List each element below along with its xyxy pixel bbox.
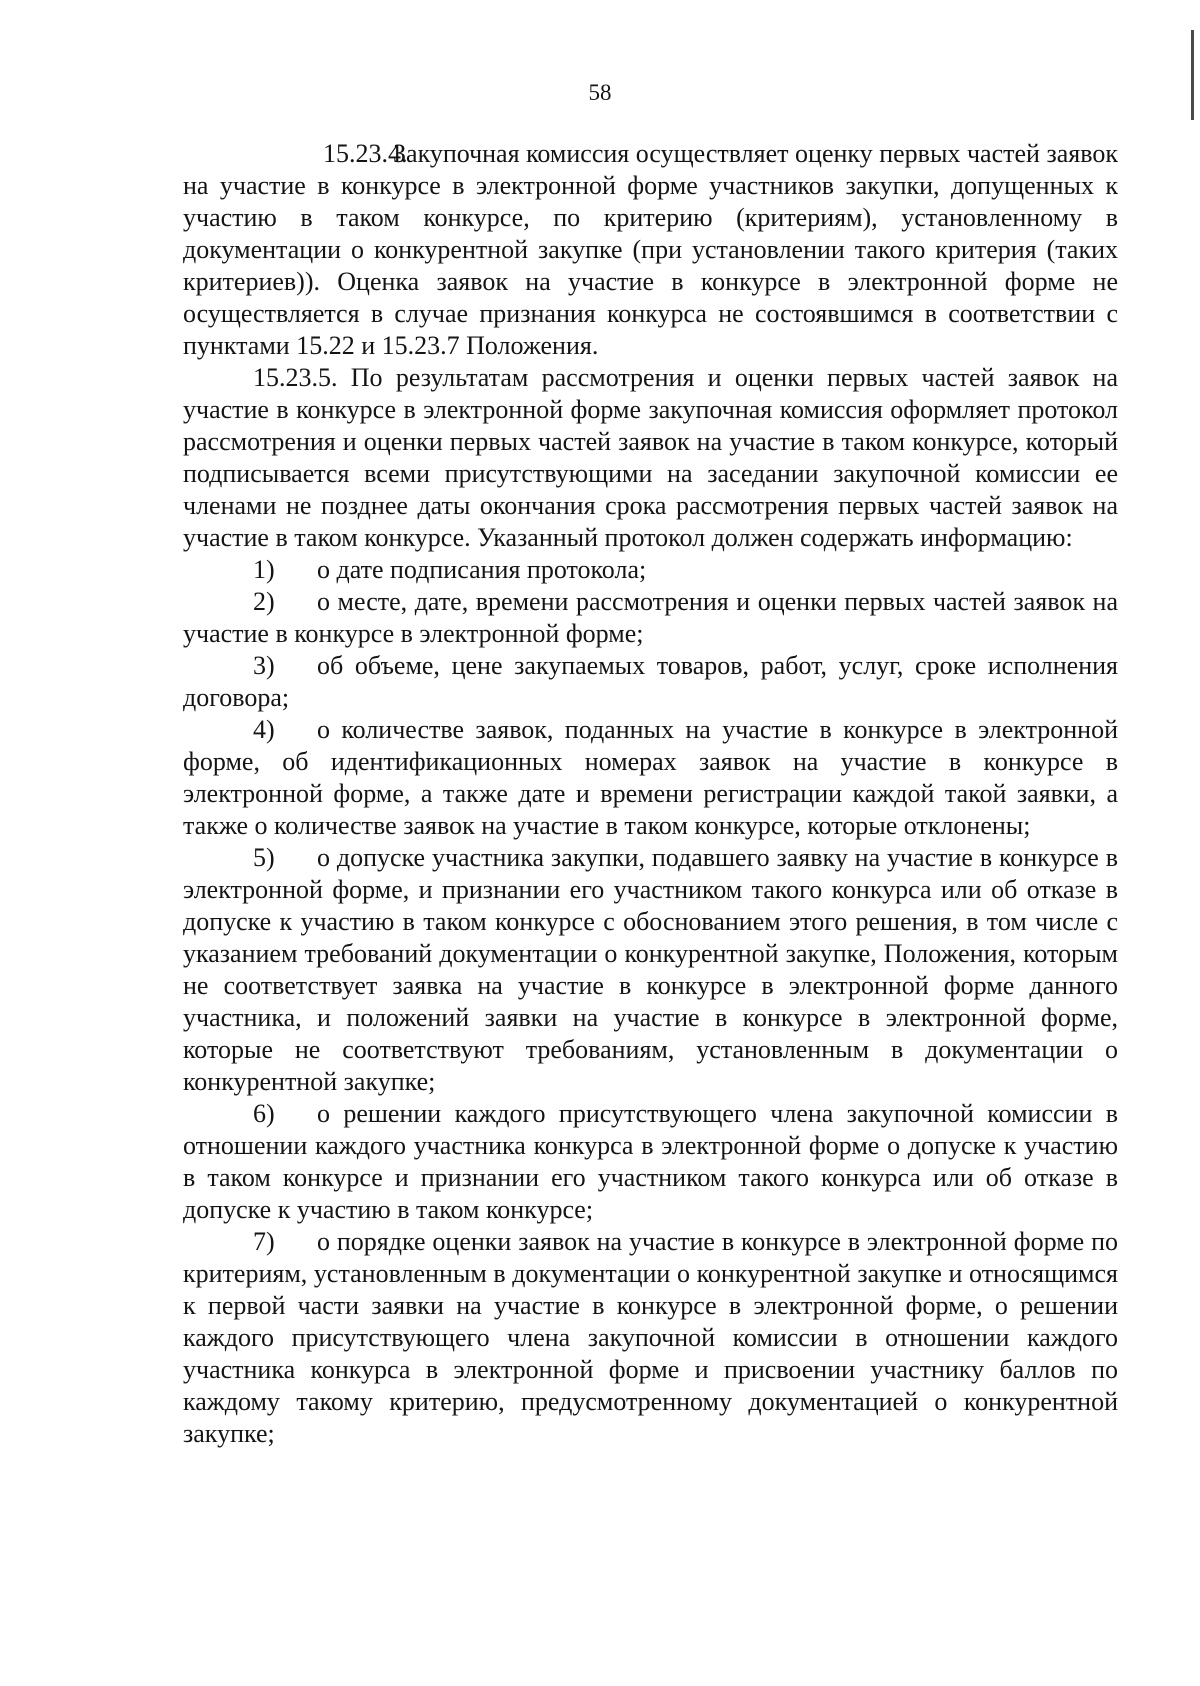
clause-number: 15.23.5. [253,363,338,392]
list-marker: 1) [253,555,275,584]
list-marker: 2) [253,587,275,616]
list-marker: 4) [253,715,275,744]
list-item-6 [183,1098,1118,1226]
list-marker: 3) [253,651,275,680]
list-item-text: о количестве заявок, поданных на участие в конкурсе в электронной форме, об идентификационных номерах заявок на участие в конкурсе в электронной форме, а также дате и времени регистрации каждой такой заявки, а также о количестве заявок на участие в таком конкурсе, которые отклонены; [183,715,1118,840]
page-number: 58 [588,80,612,105]
list-item-3 [183,650,1118,714]
list-item-4 [183,714,1118,842]
list-item-text: об объеме, цене закупаемых товаров, работ, услуг, сроке исполнения договора; [183,651,1118,712]
paragraph-15-23-4 [183,138,1118,362]
paragraph-15-23-5 [183,362,1118,554]
clause-number: 15.23.4. [323,139,408,168]
list-marker: 7) [253,1227,275,1256]
paragraph-text: По результатам рассмотрения и оценки первых частей заявок на участие в конкурсе в электронной форме закупочная комиссия оформляет протокол рассмотрения и оценки первых частей заявок на участие в таком конкурсе, который подписывается всеми присутствующими на заседании закупочной комиссии ее членами не позднее даты окончания срока рассмотрения первых частей заявок на участие в таком конкурсе. Указанный протокол должен содержать информацию: [183,363,1118,552]
scan-edge-mark [1191,30,1194,120]
list-item-text: о дате подписания протокола; [317,555,647,584]
list-item-1 [183,554,1118,586]
list-marker: 6) [253,1099,275,1128]
list-item-7 [183,1226,1118,1450]
list-item-text: о допуске участника закупки, подавшего заявку на участие в конкурсе в электронной форме, и признании его участником такого конкурса или об отказе в допуске к участию в таком конкурсе с обоснованием этого решения, в том числе с указанием требований документации о конкурентной закупке, Положения, которым не соответствует заявка на участие в конкурсе в электронной форме данного участника, и положений заявки на участие в конкурсе в электронной форме, которые не соответствуют требованиям, установленным в документации о конкурентной закупке; [183,843,1118,1096]
list-marker: 5) [253,843,275,872]
list-item-5 [183,842,1118,1098]
list-item-text: о месте, дате, времени рассмотрения и оценки первых частей заявок на участие в конкурсе в электронной форме; [183,587,1118,648]
list-item-text: о решении каждого присутствующего члена закупочной комиссии в отношении каждого участника конкурса в электронной форме о допуске к участию в таком конкурсе и признании его участником такого конкурса или об отказе в допуске к участию в таком конкурсе; [183,1099,1118,1224]
paragraph-text: Закупочная комиссия осуществляет оценку первых частей заявок на участие в конкурсе в электронной форме участников закупки, допущенных к участию в таком конкурсе, по критерию (критериям), установленному в документации о конкурентной закупке (при установлении такого критерия (таких критериев)). Оценка заявок на участие в конкурсе в электронной форме не осуществляется в случае признания конкурса не состоявшимся в соответствии с пунктами 15.22 и 15.23.7 Положения. [183,139,1118,360]
list-item-2 [183,586,1118,650]
document-body [183,138,1118,1450]
list-item-text: о порядке оценки заявок на участие в конкурсе в электронной форме по критериям, установленным в документации о конкурентной закупке и относящимся к первой части заявки на участие в конкурсе в электронной форме, о решении каждого присутствующего члена закупочной комиссии в отношении каждого участника конкурса в электронной форме и присвоении участнику баллов по каждому такому критерию, предусмотренному документацией о конкурентной закупке; [183,1227,1118,1448]
